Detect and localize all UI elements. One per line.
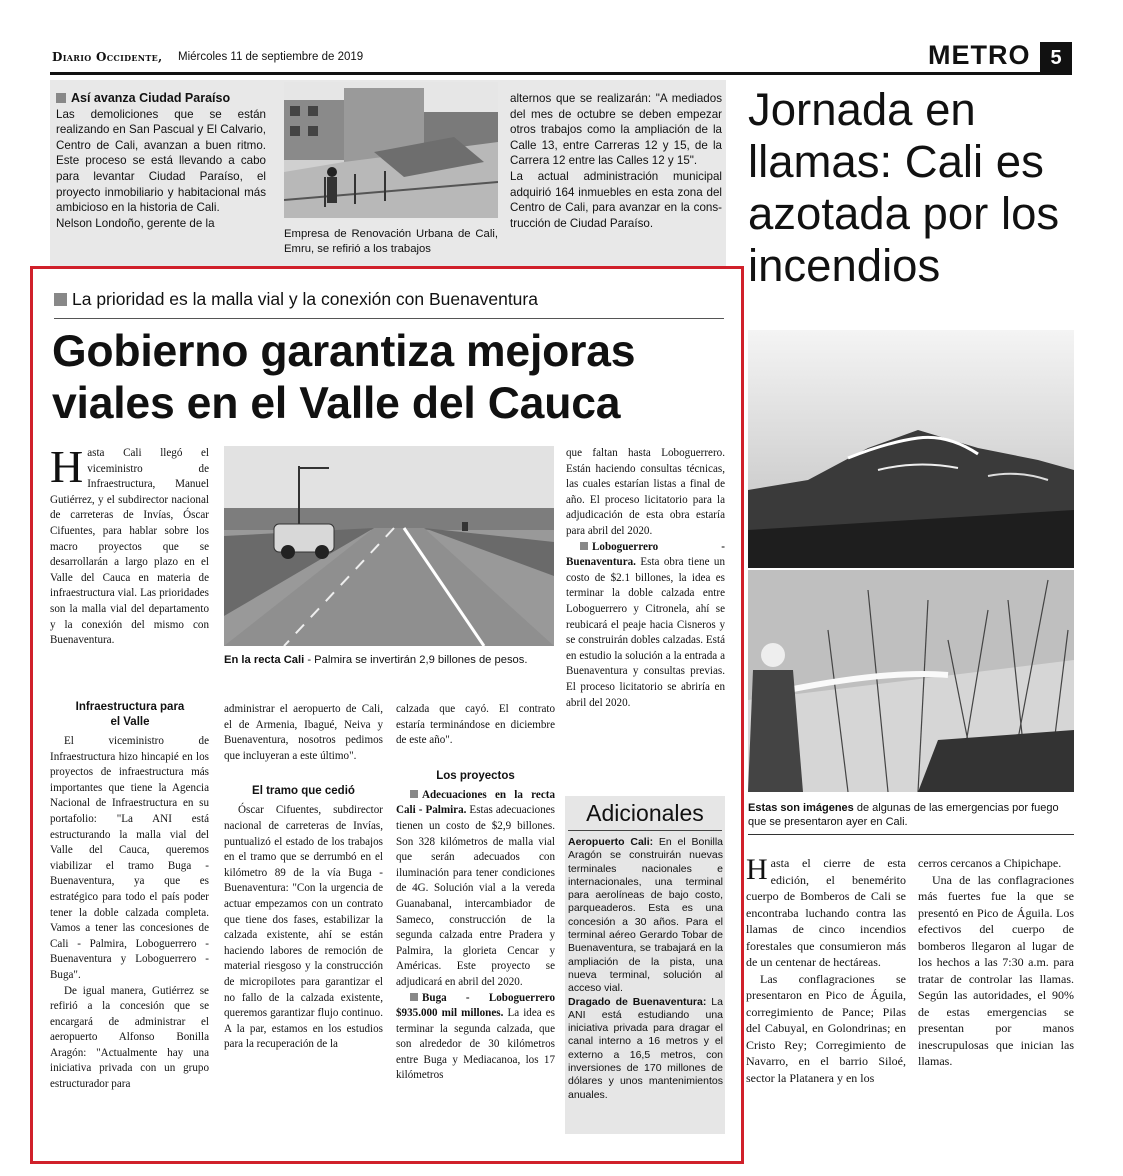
subhead-infraestructura: Infraestructura para el Valle (75, 701, 185, 728)
highway-photo-caption (224, 654, 554, 667)
main-col3 (396, 702, 555, 1084)
fires-text-3: cerros cercanos a Chipichape. (918, 856, 1062, 870)
main-text-4: Óscar Cifuentes, subdirector nacional de carreteras de Invías, puntualizó el estado de los trabajos en el tramo que se derrumbó en el kilómetro 89 de la vía Buga - Buenaventura: "Con la urgencia de actuar empezamos con un contrato que tiene dos fases, estabilizar la calzada existente, ahí se están haciendo labores de remoción de material riesgoso y la construcción de micropilotes para garantizar el no fallo de la calzada existente, queremos garantizar flujo continuo. A la par, estamos en los estudios para la recuperación de la (224, 804, 383, 1051)
fires-dropcap: H (746, 853, 768, 886)
top-story-text-d: La actual administración municipal adquirió 164 inmuebles en esta zona del Centro de Cali, para avanzar en la cons-trucción de Ciudad Paraíso. (510, 169, 722, 230)
page-number: 5 (1040, 42, 1072, 74)
main-col2 (224, 702, 383, 1053)
fires-night-photo-art (748, 330, 1074, 568)
kicker-rule (54, 318, 724, 319)
fires-headline: Jornada en llamas: Cali es azotada por los incendios (748, 84, 1060, 291)
top-story-text-b: Nelson Londoño, gerente de la (56, 216, 215, 230)
top-story-col1 (56, 91, 266, 231)
subhead-proyectos: Los proyectos (436, 769, 515, 782)
main-text-r2-bold: Loboguerrero - Buenaventura. (566, 540, 725, 569)
main-col4-top (566, 446, 725, 711)
fires-caption-rule (748, 834, 1074, 835)
sidebar-item-dredging: Dragado de Buenaventura: La ANI está estudiando una iniciativa privada para dragar el canal interno a 16 metros y el externo a 16,5 metros, con inversiones de 170 millones de dólares y unos mantenimientos anuales. (568, 995, 723, 1101)
main-lead (50, 441, 209, 649)
section-name: METRO (928, 40, 1031, 70)
fires-col2 (918, 855, 1074, 1070)
main-kicker: La prioridad es la malla vial y la conexión con Buenaventura (54, 289, 538, 310)
top-story-text-c: alternos que se realizarán: "A mediados del mes de octubre se deben empezar otros trabajos como la ampliación de la Calle 13, entre Carreras 12 y 15, de la Carrera 12 entre las Calles 12 y 15". (510, 92, 722, 168)
highway-photo (224, 446, 554, 646)
main-text-7: La idea es terminar la segunda calzada, que son alrededor de 30 kilómetros entre Buga y Mediacanoa, los 17 kilómetros (396, 1007, 555, 1082)
fires-text-1: asta el cierre de esta edición, el benemérito cuerpo de Bomberos de Cali se encontraba luchando contra las llamas de cinco incendios forestales que consumieron más de un centenar de hectáreas. (746, 856, 906, 969)
firefighter-photo (748, 570, 1074, 792)
sidebar-title-rule (568, 830, 722, 831)
main-text-r1: que faltan hasta Loboguerrero. Están haciendo consultas técnicas, las cuales estarían listas a final de año. El proceso licitatorio para la adjudicación de esta obra estaría para abril del 2020. (566, 447, 725, 537)
main-col1 (50, 692, 209, 1093)
main-text-6-bold: Adecuaciones en la recta Cali - Palmira. (396, 788, 555, 817)
fires-photo-caption-bold: Estas son imágenes (748, 802, 854, 814)
top-story-kicker: Así avanza Ciudad Paraíso (56, 91, 266, 107)
main-text-7-bold: Buga - Loboguerrero $935.000 mil millones. (396, 991, 555, 1020)
square-bullet-icon (56, 93, 66, 103)
main-text-6: Estas adecuaciones tienen un costo de $2,9 billones. Son 328 kilómetros de malla vial que serán adecuados con iluminación para tener condiciones de 4G. Solución vial a la vereda Guanabanal, intercambiador de Sameco, construcción de la segunda calzada entre Pradera y Palmira, la glorieta Cencar y Américas. Este proyecto se adjudicará en abril del 2020. (396, 804, 555, 988)
fires-text-4: Una de las conflagraciones más fuertes fue la que se presentó en Pico de Águila. Los efectivos del cuerpo de bomberos llegaron al lugar de los hechos a las 7:30 a.m. para tratar de controlar las llamas. Según las autoridades, el 90% de estas emergencias se presentan por manos inescrupulosas que inician las llamas. (918, 872, 1074, 1068)
masthead: Diario Occidente, (52, 50, 163, 64)
top-story-col3 (510, 91, 722, 231)
fires-photo-caption-text: de algunas de las emergencias por fuego que se presentaron ayer en Cali. (748, 802, 1059, 828)
main-headline: Gobierno garantiza mejoras viales en el Valle del Cauca (52, 327, 636, 428)
fires-col1 (746, 855, 906, 1086)
sidebar-title: Adicionales (586, 800, 704, 826)
main-text-r2: Esta obra tiene un costo de $2.1 billones, la idea es terminar la doble calzada entre Loboguerrero y Citronela, ahí se reubicará el peaje hacia Cisneros y se construirán dobles calzadas. Está en estudio la solución a la entrada a Buenaventura y consultas previas. El proceso licitatorio se abriría en abril del 2020. (566, 556, 725, 709)
fires-night-photo (748, 330, 1074, 568)
demolition-photo-caption: Empresa de Renovación Urbana de Cali, Emru, se refirió a los trabajos (284, 228, 498, 256)
sidebar-body (568, 836, 723, 1102)
demolition-photo-art (284, 82, 498, 218)
square-bullet-icon (410, 790, 418, 798)
highway-photo-caption-bold: En la recta Cali (224, 654, 305, 666)
issue-date: Miércoles 11 de septiembre de 2019 (178, 51, 364, 63)
main-lead-text: asta Cali llegó el viceministro de Infraestructura, Manuel Gutiérrez, y el subdirector nacional de carreteras de Invías, Óscar Cifuentes, para hablar sobre los macro proyectos que se desarrollarán a largo plazo en el Valle del Cauca en materia de infraestructura vial. Las prioridades son la malla vial del departamento y la conexión del mismo con Buenaventura. (50, 447, 209, 647)
top-story-text: Las demoliciones que se están realizando en San Pascual y El Calvario, Centro de Cali, avanzan a buen ritmo. Este proceso se está llevando a cabo para levantar Ciudad Paraíso, el proyecto inmobiliario y habitacional más ambicioso en la historia de Cali. (56, 107, 266, 215)
main-text-2: De igual manera, Gutiérrez se refirió a la concesión que se encargará de administrar el aeropuerto Alfonso Bonilla Aragón: "Actualmente hay una iniciativa privada con un grupo estructurador para (50, 984, 209, 1091)
square-bullet-icon (54, 293, 67, 306)
fires-text-2: Las conflagraciones se presentaron en Pico de Águila, corregimiento de Pance; Pilas del Cabuyal, en Golondrinas; en Cristo Rey; Corregimiento de Navarro, en el barrio Siloé, sector la Platanera y en los (746, 971, 906, 1085)
sidebar-item-airport: Aeropuerto Cali: En el Bonilla Aragón se construirán nuevas terminales nacionales e internacionales, una terminal para aerolíneas de bajo costo, parqueaderos. Esta es una concesión a 30 años. Para el terminal aéreo Gerardo Tobar de Buenaventura, se trabajará en la ampliación de la pista, una nueva terminal, solución al acceso vial. (568, 836, 723, 995)
demolition-photo (284, 82, 498, 218)
square-bullet-icon (580, 542, 588, 550)
fires-photo-caption (748, 802, 1074, 829)
main-text-1: El viceministro de Infraestructura hizo hincapié en los proyectos de infraestructura más importantes que tiene la Agencia Nacional de Infraestructura en su portafolio: "La ANI está estructurando la malla vial del Valle del Cauca, queremos viabilizar el tramo Buga - Buenaventura, ya que es estratégico para todo el país poder tener la doble calzada completa. Vamos a tener las concesiones de Cali - Palmira, Loboguerrero - Buenaventura y Loboguerrero - Buga". (50, 735, 209, 981)
subhead-tramo: El tramo que cedió (252, 785, 355, 798)
firefighter-photo-art (748, 570, 1074, 792)
highway-photo-art (224, 446, 554, 646)
main-text-5: calzada que cayó. El contrato estaría terminándose en diciembre de este año". (396, 703, 555, 747)
main-dropcap: H (50, 441, 84, 492)
highway-photo-caption-text: - Palmira se invertirán 2,9 billones de pesos. (304, 654, 528, 666)
header-rule (50, 72, 1072, 75)
main-text-3: administrar el aeropuerto de Cali, el de Armenia, Ibagué, Neiva y Buenaventura, nosotros pedimos que incluyeran a este último". (224, 703, 383, 762)
square-bullet-icon (410, 993, 418, 1001)
